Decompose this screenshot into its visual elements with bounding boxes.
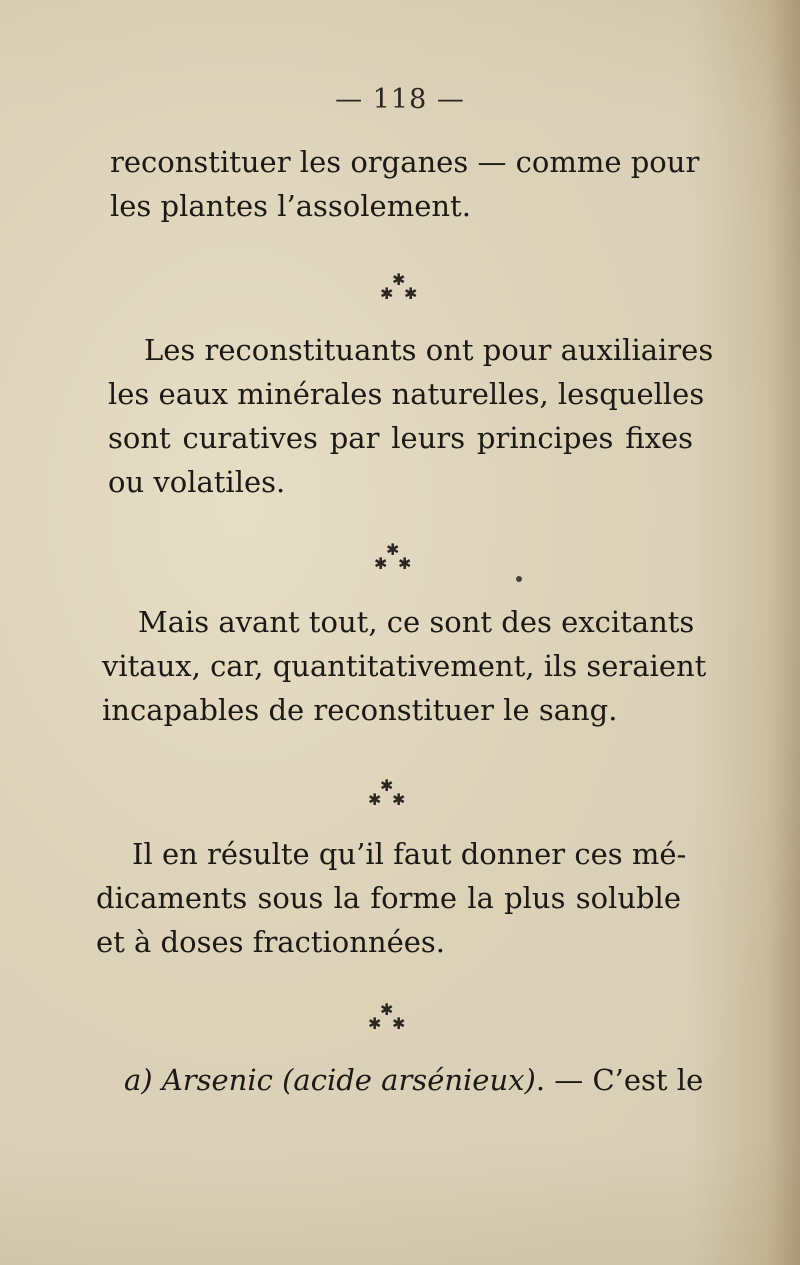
text-line: incapables de reconstituer le sang.	[102, 693, 618, 727]
asterism-separator	[372, 270, 432, 310]
text-line: vitaux, car, quantitativement, ils seraient	[102, 649, 707, 683]
text-line: Mais avant tout, ce sont des excitants	[138, 605, 695, 639]
paragraph-5	[124, 1058, 704, 1102]
star-icon: ✱	[374, 554, 388, 573]
text-line: sont curatives par leurs principes fixes	[108, 421, 693, 455]
star-icon: ✱	[380, 284, 394, 303]
text-line: les eaux minérales naturelles, lesquelles	[108, 377, 705, 411]
text-line	[124, 1058, 704, 1102]
star-icon: ✱	[386, 540, 400, 559]
section-title: Arsenic	[161, 1063, 273, 1097]
star-icon: ✱	[392, 270, 406, 289]
star-icon: ✱	[392, 1014, 406, 1033]
text-line: dicaments sous la forme la plus soluble	[96, 881, 681, 915]
section-subtitle: (acide arsénieux)	[282, 1063, 536, 1097]
text-line: reconstituer les organes — comme pour	[110, 145, 700, 179]
ink-speck	[516, 576, 522, 582]
paragraph-1	[110, 140, 700, 228]
star-icon: ✱	[380, 1000, 394, 1019]
star-icon: ✱	[404, 284, 418, 303]
text-line: ou volatiles.	[108, 465, 286, 499]
star-icon: ✱	[368, 790, 382, 809]
paragraph-4	[96, 832, 687, 964]
text-line: les plantes l’assolement.	[110, 189, 471, 223]
text-line: Il en résulte qu’il faut donner ces mé-	[132, 837, 687, 871]
text-line: Les reconstituants ont pour auxiliaires	[144, 333, 714, 367]
asterism-separator	[360, 1000, 420, 1040]
asterism-separator	[360, 776, 420, 816]
asterism-separator	[366, 540, 426, 580]
paragraph-3	[102, 600, 707, 732]
list-marker: a)	[124, 1063, 153, 1097]
paragraph-2	[108, 328, 714, 504]
star-icon: ✱	[380, 776, 394, 795]
page-number: — 118 —	[335, 84, 465, 115]
star-icon: ✱	[368, 1014, 382, 1033]
text-run: . — C’est le	[535, 1063, 704, 1097]
text-line: et à doses fractionnées.	[96, 925, 446, 959]
star-icon: ✱	[398, 554, 412, 573]
star-icon: ✱	[392, 790, 406, 809]
